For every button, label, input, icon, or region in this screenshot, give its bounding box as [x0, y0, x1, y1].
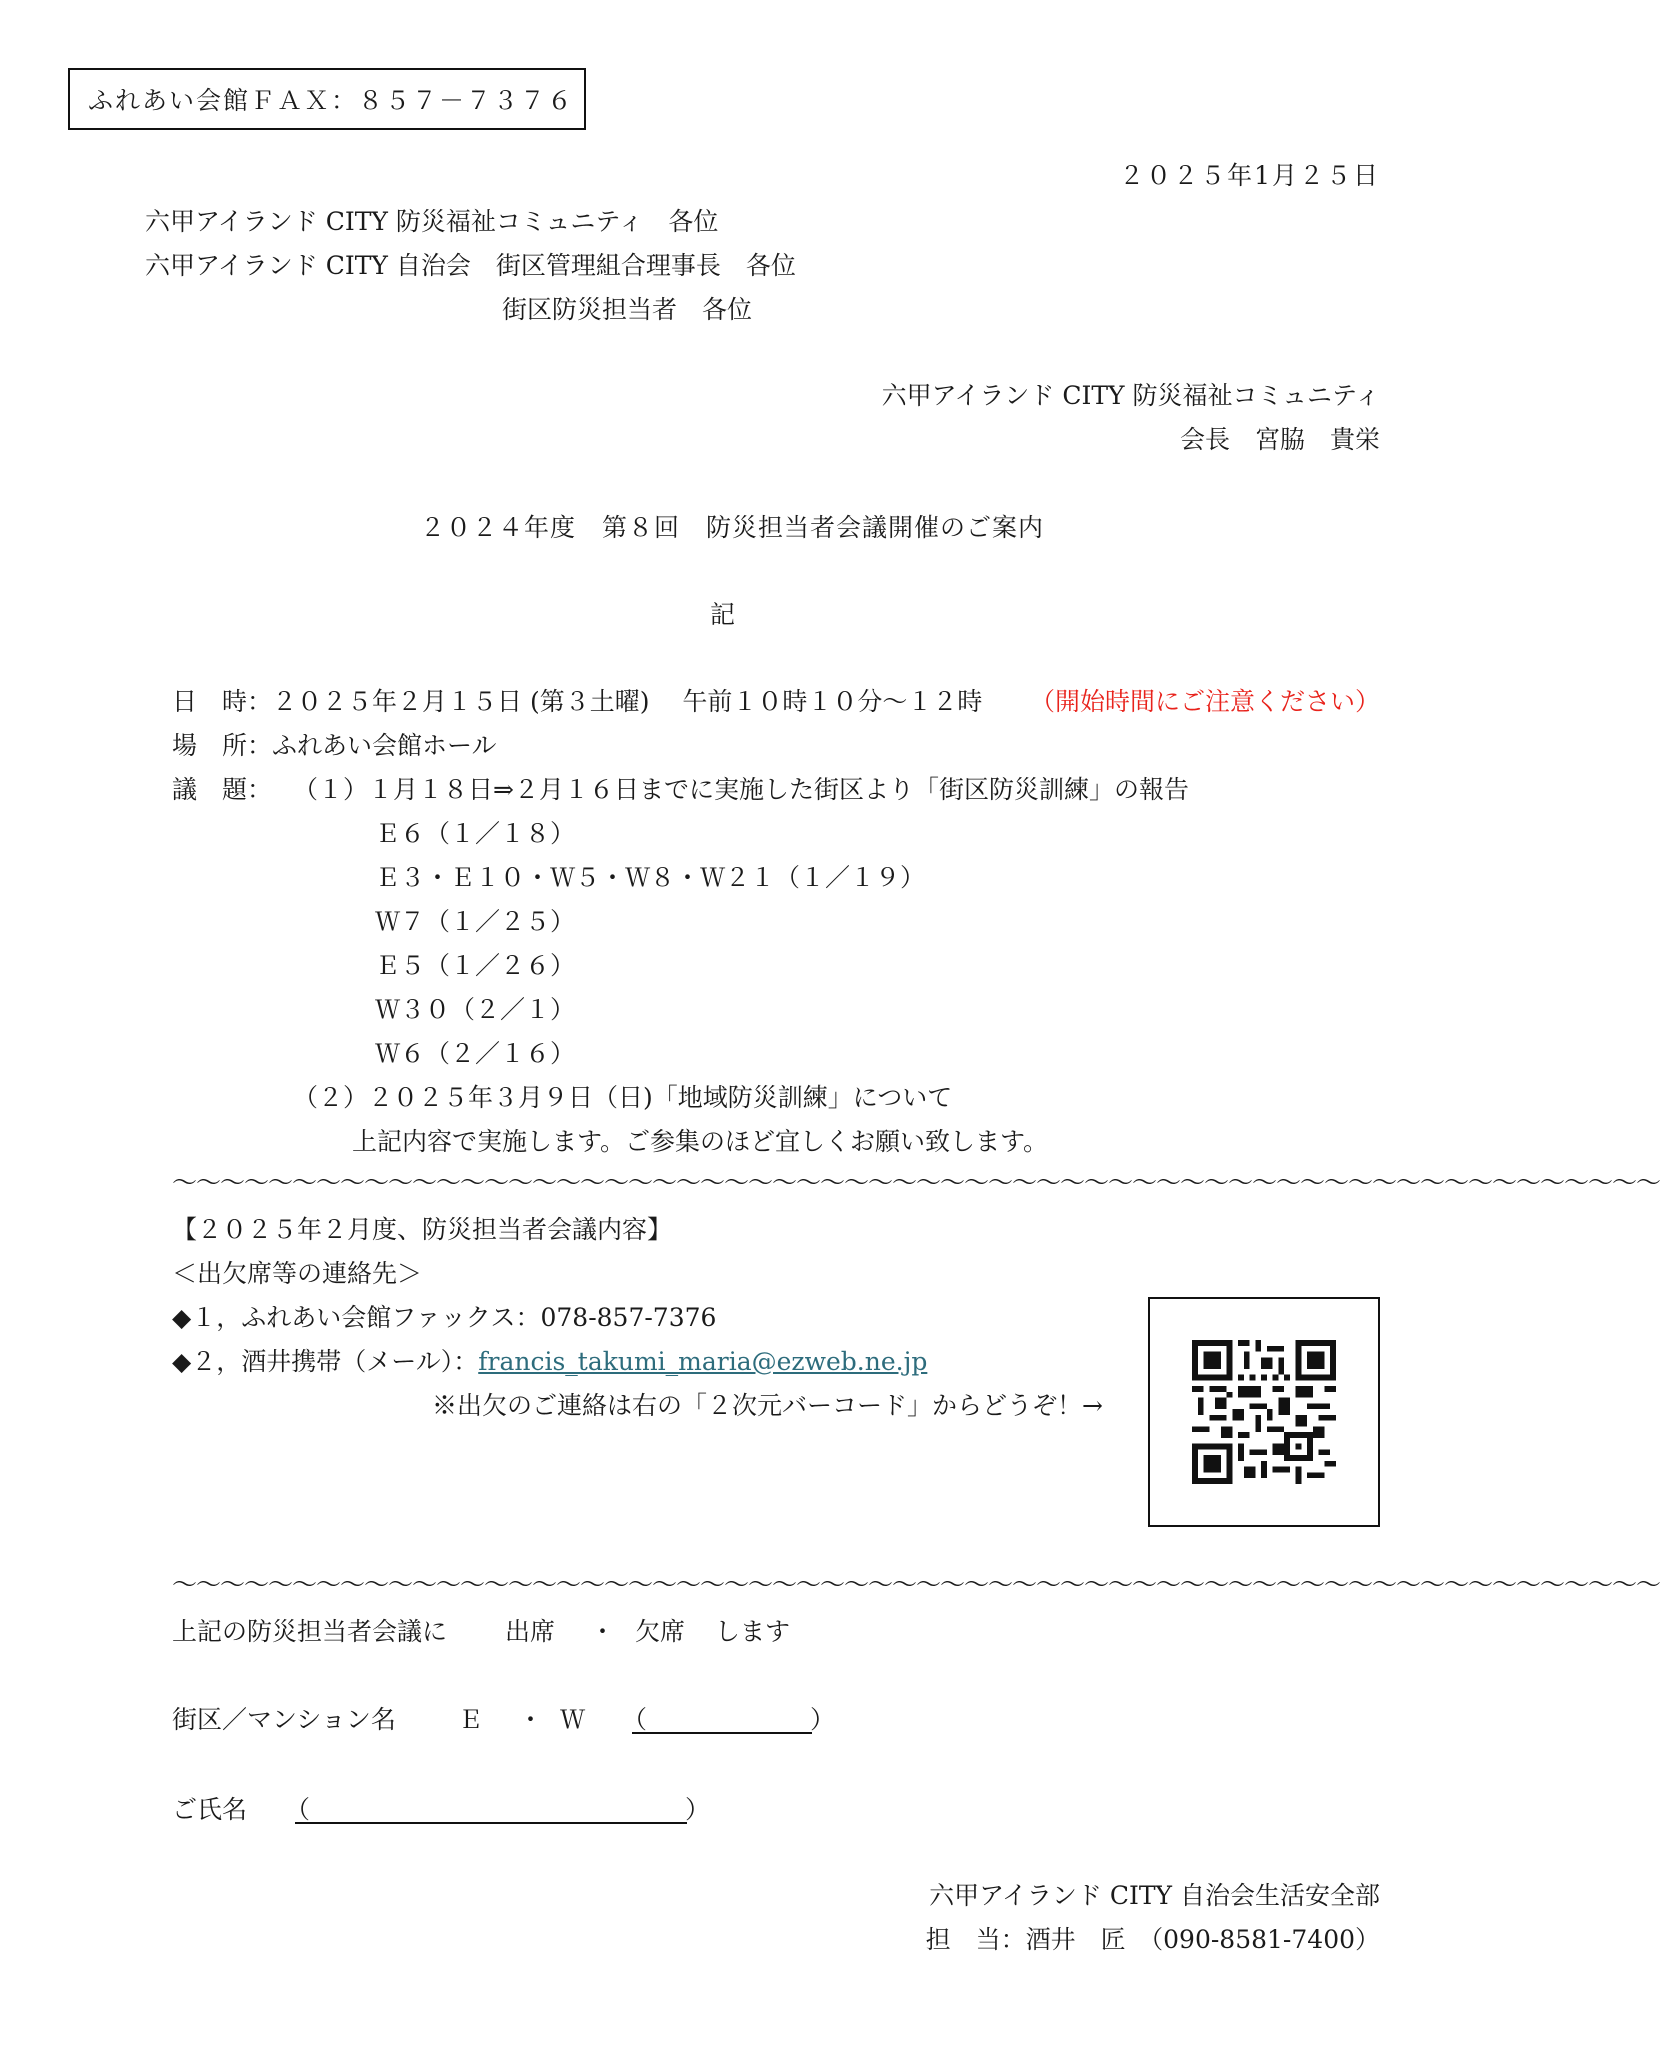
email-link[interactable]: francis_takumi_maria@ezweb.ne.jp	[478, 1347, 928, 1376]
agenda-sub-item: Ｗ７（１／２５）	[375, 907, 576, 936]
qr-code-box[interactable]	[1148, 1297, 1380, 1527]
agenda-item-1: （１）１月１８日⇒２月１６日までに実施した街区より「街区防災訓練」の報告	[293, 775, 1189, 804]
closing-text: 上記内容で実施します。ご参集のほど宜しくお願い致します。	[352, 1127, 1049, 1156]
fax-box	[68, 68, 586, 130]
date: ２０２５年1月２５日	[1119, 161, 1380, 190]
agenda-sub-item: Ｗ３０（２／１）	[375, 995, 576, 1024]
datetime-value: ２０２５年２月１５日 (第３土曜) 午前１０時１０分～１２時	[272, 687, 983, 716]
block-option-w[interactable]: Ｗ	[560, 1705, 586, 1734]
block-option-e[interactable]: Ｅ	[458, 1705, 484, 1734]
agenda-sub-item: Ｅ３・Ｅ１０・Ｗ５・Ｗ８・Ｗ２１（１／１９）	[375, 863, 926, 892]
ki-label: 記	[710, 600, 736, 629]
datetime-note: （開始時間にご注意ください）	[1030, 687, 1381, 716]
footer-contact: 担 当：酒井 匠 （090-8581-7400）	[925, 1925, 1380, 1954]
contact-subheader: ＜出欠席等の連絡先＞	[172, 1259, 423, 1288]
footer-dept: 六甲アイランド CITY 自治会生活安全部	[929, 1881, 1380, 1910]
sender-org: 六甲アイランド CITY 防災福祉コミュニティ	[881, 381, 1380, 410]
datetime-row	[172, 686, 982, 718]
agenda-item-2: （２）２０２５年３月９日（日)「地域防災訓練」について	[293, 1083, 953, 1112]
name-field[interactable]	[295, 1796, 687, 1824]
name-paren-open: （	[285, 1795, 311, 1824]
recipient-1: 六甲アイランド CITY 防災福祉コミュニティ 各位	[145, 207, 719, 236]
block-separator: ・	[518, 1705, 544, 1734]
place-label: 場 所：	[172, 731, 273, 760]
name-paren-close: ）	[685, 1795, 711, 1824]
agenda-sub-item: Ｅ６（１／１８）	[375, 819, 576, 848]
contact-mail-row	[172, 1346, 927, 1378]
attend-suffix: します	[715, 1617, 791, 1646]
block-name-field[interactable]	[632, 1706, 812, 1734]
contact-header: 【２０２５年２月度、防災担当者会議内容】	[172, 1215, 673, 1244]
block-paren-open: （	[622, 1705, 648, 1734]
qr-note: ※出欠のご連絡は右の「２次元バーコード」からどうぞ！→	[432, 1391, 1103, 1420]
document-title: ２０２４年度 第８回 防災担当者会議開催のご案内	[420, 513, 1045, 542]
fax-text: ふれあい会館ＦＡＸ：８５７－７３７６	[88, 86, 575, 115]
qr-code-icon	[1192, 1340, 1336, 1484]
sender-name: 会長 宮脇 貴栄	[1179, 425, 1380, 454]
separator-bottom: ～～～～～～～～～～～～～～～～～～～～～～～～～～～～～～～～～～～～～～～～～～～～～～～～～～～～～～～～～～～～～～	[172, 1570, 1660, 1599]
place-row	[172, 730, 497, 762]
block-paren-close: ）	[810, 1705, 836, 1734]
place-value: ふれあい会館ホール	[272, 731, 497, 760]
absent-option[interactable]: 欠席	[635, 1617, 686, 1646]
separator-top: ～～～～～～～～～～～～～～～～～～～～～～～～～～～～～～～～～～～～～～～～～～～～～～～～～～～～～～～～～～～～～～	[172, 1168, 1660, 1197]
block-label: 街区／マンション名	[172, 1705, 396, 1734]
attend-prefix: 上記の防災担当者会議に	[172, 1617, 448, 1646]
attend-option[interactable]: 出席	[505, 1617, 556, 1646]
recipient-2: 六甲アイランド CITY 自治会 街区管理組合理事長 各位	[145, 251, 796, 280]
agenda-sub-item: Ｗ６（２／１６）	[375, 1039, 576, 1068]
attend-separator: ・	[590, 1617, 616, 1646]
agenda-sub-item: Ｅ５（１／２６）	[375, 951, 576, 980]
contact-fax: ◆１，ふれあい会館ファックス：078-857-7376	[172, 1303, 717, 1332]
datetime-label: 日 時：	[172, 687, 273, 716]
contact-mail-label: ◆２，酒井携帯（メール）：	[172, 1347, 479, 1376]
recipient-3: 街区防災担当者 各位	[502, 295, 753, 324]
agenda-label: 議 題：	[172, 775, 273, 804]
name-label: ご氏名	[172, 1795, 248, 1824]
